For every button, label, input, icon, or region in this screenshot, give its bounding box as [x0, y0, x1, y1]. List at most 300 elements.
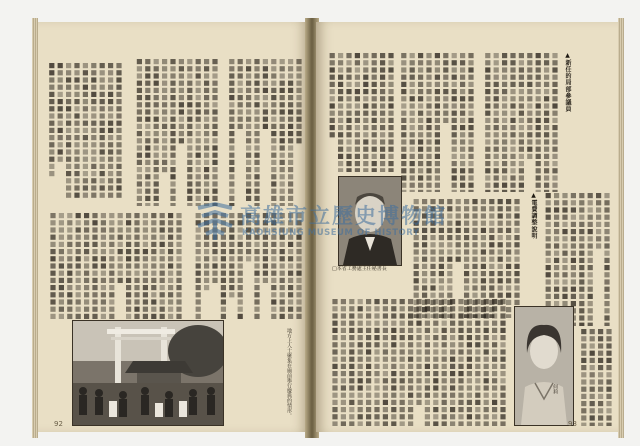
glyph-mark: [332, 407, 337, 412]
glyph-mark: [536, 168, 541, 173]
glyph-mark: [481, 285, 486, 290]
glyph-mark: [366, 321, 371, 326]
glyph-mark: [116, 92, 121, 97]
glyph-mark: [374, 349, 379, 354]
glyph-mark: [204, 256, 209, 261]
glyph-mark: [544, 82, 549, 87]
glyph-mark: [74, 193, 79, 198]
glyph-mark: [383, 342, 388, 347]
right-page-number: 93: [568, 420, 577, 428]
glyph-mark: [254, 160, 259, 165]
glyph-mark: [118, 227, 123, 232]
glyph-mark: [401, 111, 406, 116]
glyph-mark: [472, 221, 477, 226]
glyph-mark: [363, 103, 368, 108]
glyph-mark: [212, 73, 217, 78]
glyph-mark: [170, 109, 175, 114]
glyph-mark: [372, 67, 377, 72]
glyph-mark: [196, 189, 201, 194]
glyph-mark: [246, 145, 251, 150]
glyph-mark: [579, 200, 584, 205]
glyph-mark: [519, 154, 524, 159]
glyph-mark: [588, 251, 593, 256]
glyph-mark: [196, 167, 201, 172]
glyph-mark: [498, 235, 503, 240]
glyph-mark: [229, 181, 234, 186]
glyph-mark: [288, 292, 293, 297]
glyph-mark: [126, 292, 131, 297]
glyph-mark: [372, 103, 377, 108]
glyph-mark: [338, 89, 343, 94]
glyph-mark: [485, 154, 490, 159]
glyph-mark: [598, 401, 603, 406]
glyph-mark: [472, 278, 477, 283]
glyph-mark: [588, 222, 593, 227]
glyph-mark: [468, 161, 473, 166]
glyph-mark: [435, 183, 440, 188]
glyph-mark: [606, 336, 611, 341]
glyph-mark: [271, 307, 276, 312]
glyph-mark: [168, 285, 173, 290]
glyph-mark: [67, 307, 72, 312]
glyph-mark: [443, 118, 448, 123]
glyph-mark: [598, 387, 603, 392]
glyph-mark: [109, 249, 114, 254]
glyph-mark: [126, 307, 131, 312]
glyph-mark: [271, 299, 276, 304]
glyph-mark: [467, 342, 472, 347]
glyph-mark: [246, 88, 251, 93]
glyph-mark: [204, 102, 209, 107]
glyph-mark: [74, 185, 79, 190]
glyph-mark: [380, 53, 385, 58]
glyph-mark: [288, 174, 293, 179]
glyph-mark: [296, 263, 301, 268]
glyph-mark: [383, 306, 388, 311]
glyph-mark: [355, 168, 360, 172]
glyph-mark: [100, 157, 105, 162]
glyph-mark: [546, 215, 551, 220]
glyph-mark: [606, 387, 611, 392]
glyph-mark: [196, 66, 201, 71]
glyph-mark: [288, 117, 293, 122]
glyph-mark: [460, 147, 465, 152]
glyph-mark: [363, 168, 368, 172]
glyph-mark: [170, 66, 175, 71]
glyph-mark: [118, 271, 123, 276]
glyph-mark: [506, 285, 511, 290]
glyph-mark: [502, 118, 507, 123]
glyph-mark: [502, 67, 507, 72]
glyph-mark: [332, 421, 337, 426]
glyph-mark: [510, 175, 515, 180]
glyph-mark: [468, 118, 473, 123]
glyph-mark: [581, 408, 586, 413]
glyph-mark: [59, 227, 64, 232]
glyph-mark: [176, 285, 181, 290]
glyph-mark: [145, 109, 150, 114]
glyph-mark: [391, 414, 396, 419]
glyph-mark: [380, 75, 385, 80]
glyph-mark: [74, 178, 79, 183]
glyph-mark: [288, 314, 293, 319]
glyph-mark: [50, 249, 55, 254]
glyph-mark: [460, 89, 465, 94]
glyph-mark: [433, 385, 438, 390]
glyph-mark: [346, 75, 351, 80]
glyph-mark: [588, 279, 593, 284]
glyph-mark: [143, 227, 148, 232]
glyph-mark: [58, 106, 63, 111]
glyph-mark: [109, 263, 114, 268]
glyph-mark: [83, 185, 88, 190]
glyph-mark: [475, 407, 480, 412]
glyph-mark: [280, 117, 285, 122]
glyph-mark: [472, 199, 477, 204]
glyph-mark: [212, 138, 217, 143]
glyph-mark: [383, 335, 388, 340]
glyph-mark: [374, 328, 379, 333]
glyph-mark: [196, 145, 201, 150]
glyph-mark: [400, 393, 405, 398]
glyph-mark: [442, 299, 447, 304]
glyph-mark: [76, 235, 81, 240]
glyph-mark: [606, 329, 611, 334]
glyph-mark: [388, 75, 393, 80]
glyph-mark: [330, 103, 335, 108]
glyph-mark: [134, 249, 139, 254]
glyph-mark: [66, 178, 71, 183]
glyph-mark: [380, 60, 385, 65]
glyph-mark: [458, 321, 463, 326]
glyph-mark: [598, 423, 603, 426]
glyph-mark: [341, 357, 346, 362]
glyph-mark: [514, 257, 519, 262]
glyph-mark: [221, 278, 226, 283]
glyph-mark: [116, 63, 121, 68]
glyph-mark: [263, 256, 268, 261]
glyph-mark: [137, 196, 142, 201]
glyph-mark: [571, 279, 576, 284]
glyph-mark: [355, 82, 360, 87]
section-heading-2: ▲電費調整說明: [530, 192, 537, 240]
glyph-mark: [196, 278, 201, 283]
glyph-mark: [67, 278, 72, 283]
glyph-mark: [554, 222, 559, 227]
glyph-mark: [452, 82, 457, 87]
glyph-mark: [519, 89, 524, 94]
glyph-mark: [506, 249, 511, 254]
glyph-mark: [296, 109, 301, 114]
glyph-mark: [489, 271, 494, 276]
glyph-mark: [500, 371, 505, 376]
glyph-mark: [91, 63, 96, 68]
glyph-mark: [604, 315, 609, 320]
glyph-mark: [391, 407, 396, 412]
glyph-mark: [280, 167, 285, 172]
glyph-mark: [349, 385, 354, 390]
glyph-mark: [246, 160, 251, 165]
glyph-mark: [109, 235, 114, 240]
glyph-mark: [571, 200, 576, 205]
glyph-mark: [58, 92, 63, 97]
glyph-mark: [452, 89, 457, 94]
glyph-mark: [468, 147, 473, 152]
glyph-mark: [433, 357, 438, 362]
glyph-mark: [196, 138, 201, 143]
glyph-mark: [143, 285, 148, 290]
glyph-mark: [160, 263, 165, 268]
glyph-mark: [510, 103, 515, 108]
glyph-mark: [484, 299, 489, 304]
glyph-mark: [408, 364, 413, 369]
glyph-mark: [116, 157, 121, 162]
glyph-mark: [450, 371, 455, 376]
glyph-mark: [481, 213, 486, 218]
glyph-mark: [246, 109, 251, 114]
glyph-mark: [410, 53, 415, 58]
glyph-mark: [187, 109, 192, 114]
glyph-mark: [500, 414, 505, 419]
glyph-mark: [494, 190, 499, 192]
glyph-mark: [67, 227, 72, 232]
glyph-mark: [288, 167, 293, 172]
glyph-mark: [118, 213, 123, 218]
glyph-mark: [160, 292, 165, 297]
glyph-mark: [143, 242, 148, 247]
glyph-mark: [66, 142, 71, 147]
glyph-mark: [346, 118, 351, 123]
glyph-mark: [562, 243, 567, 248]
glyph-mark: [143, 235, 148, 240]
glyph-mark: [401, 82, 406, 87]
glyph-mark: [196, 124, 201, 129]
glyph-mark: [460, 183, 465, 188]
glyph-mark: [280, 131, 285, 136]
glyph-mark: [100, 128, 105, 133]
glyph-mark: [49, 99, 54, 104]
glyph-mark: [74, 92, 79, 97]
left-text-block-upper-c: [42, 62, 124, 200]
glyph-mark: [500, 421, 505, 426]
glyph-mark: [170, 167, 175, 172]
glyph-mark: [263, 109, 268, 114]
glyph-mark: [401, 161, 406, 166]
glyph-mark: [596, 229, 601, 234]
glyph-mark: [254, 102, 259, 107]
glyph-mark: [143, 249, 148, 254]
glyph-mark: [271, 131, 276, 136]
glyph-mark: [76, 299, 81, 304]
glyph-mark: [426, 168, 431, 173]
glyph-mark: [126, 227, 131, 232]
glyph-mark: [410, 89, 415, 94]
glyph-mark: [468, 154, 473, 159]
glyph-mark: [246, 131, 251, 136]
glyph-mark: [494, 89, 499, 94]
glyph-mark: [606, 372, 611, 377]
glyph-mark: [134, 242, 139, 247]
glyph-mark: [514, 235, 519, 240]
glyph-mark: [481, 235, 486, 240]
glyph-mark: [108, 92, 113, 97]
glyph-mark: [92, 213, 97, 218]
glyph-mark: [388, 118, 393, 123]
glyph-mark: [84, 220, 89, 225]
glyph-mark: [332, 306, 337, 311]
glyph-mark: [49, 128, 54, 133]
glyph-mark: [126, 242, 131, 247]
glyph-mark: [514, 199, 519, 204]
glyph-mark: [468, 82, 473, 87]
glyph-mark: [212, 117, 217, 122]
glyph-mark: [468, 132, 473, 137]
glyph-mark: [100, 164, 105, 169]
glyph-mark: [288, 88, 293, 93]
glyph-mark: [408, 378, 413, 383]
glyph-mark: [460, 53, 465, 58]
glyph-mark: [458, 328, 463, 333]
glyph-mark: [263, 271, 268, 276]
glyph-mark: [50, 299, 55, 304]
glyph-mark: [332, 364, 337, 369]
glyph-mark: [502, 89, 507, 94]
glyph-mark: [363, 125, 368, 130]
glyph-mark: [288, 263, 293, 268]
glyph-mark: [606, 379, 611, 384]
glyph-mark: [418, 154, 423, 159]
glyph-mark: [598, 379, 603, 384]
glyph-mark: [66, 113, 71, 118]
glyph-mark: [588, 315, 593, 320]
glyph-mark: [426, 125, 431, 130]
glyph-mark: [154, 66, 159, 71]
glyph-mark: [271, 145, 276, 150]
glyph-mark: [416, 349, 421, 354]
glyph-mark: [450, 385, 455, 390]
glyph-mark: [196, 292, 201, 297]
glyph-mark: [288, 153, 293, 158]
glyph-mark: [452, 190, 457, 192]
glyph-mark: [92, 285, 97, 290]
glyph-mark: [59, 256, 64, 261]
glyph-mark: [467, 400, 472, 405]
glyph-mark: [527, 82, 532, 87]
glyph-mark: [116, 113, 121, 118]
glyph-mark: [467, 393, 472, 398]
glyph-mark: [176, 213, 181, 218]
glyph-mark: [606, 401, 611, 406]
glyph-mark: [118, 235, 123, 240]
glyph-mark: [58, 70, 63, 75]
glyph-mark: [168, 292, 173, 297]
glyph-mark: [546, 207, 551, 212]
glyph-mark: [341, 421, 346, 426]
glyph-mark: [338, 60, 343, 65]
glyph-mark: [196, 117, 201, 122]
glyph-mark: [485, 67, 490, 72]
glyph-mark: [137, 109, 142, 114]
glyph-mark: [435, 82, 440, 87]
glyph-mark: [116, 164, 121, 169]
glyph-mark: [196, 181, 201, 186]
body-text-texture: [224, 58, 304, 206]
glyph-mark: [426, 161, 431, 166]
glyph-mark: [58, 128, 63, 133]
glyph-mark: [510, 75, 515, 80]
glyph-mark: [426, 132, 431, 137]
glyph-mark: [137, 81, 142, 86]
glyph-mark: [485, 147, 490, 152]
glyph-mark: [433, 393, 438, 398]
glyph-mark: [452, 175, 457, 180]
glyph-mark: [363, 75, 368, 80]
glyph-mark: [425, 321, 430, 326]
glyph-mark: [238, 314, 243, 319]
glyph-mark: [280, 292, 285, 297]
glyph-mark: [433, 400, 438, 405]
glyph-mark: [229, 292, 234, 297]
glyph-mark: [475, 321, 480, 326]
glyph-mark: [400, 378, 405, 383]
glyph-mark: [160, 314, 165, 319]
glyph-mark: [519, 190, 524, 192]
glyph-mark: [145, 102, 150, 107]
glyph-mark: [388, 125, 393, 130]
glyph-mark: [536, 125, 541, 130]
glyph-mark: [552, 82, 557, 87]
glyph-mark: [91, 164, 96, 169]
glyph-mark: [596, 193, 601, 198]
glyph-mark: [137, 181, 142, 186]
glyph-mark: [346, 111, 351, 116]
glyph-mark: [435, 175, 440, 180]
glyph-mark: [416, 393, 421, 398]
glyph-mark: [467, 306, 472, 311]
glyph-mark: [160, 307, 165, 312]
glyph-mark: [145, 73, 150, 78]
glyph-mark: [604, 294, 609, 299]
glyph-mark: [349, 321, 354, 326]
glyph-mark: [212, 174, 217, 179]
glyph-mark: [154, 196, 159, 201]
glyph-mark: [118, 263, 123, 268]
glyph-mark: [579, 236, 584, 241]
glyph-mark: [485, 118, 490, 123]
glyph-mark: [170, 160, 175, 165]
glyph-mark: [544, 183, 549, 188]
glyph-mark: [458, 349, 463, 354]
glyph-mark: [288, 131, 293, 136]
glyph-mark: [154, 160, 159, 165]
glyph-mark: [204, 124, 209, 129]
glyph-mark: [143, 271, 148, 276]
glyph-mark: [391, 421, 396, 426]
glyph-mark: [355, 96, 360, 101]
glyph-mark: [492, 335, 497, 340]
glyph-mark: [50, 307, 55, 312]
glyph-mark: [355, 53, 360, 58]
glyph-mark: [492, 414, 497, 419]
glyph-mark: [176, 307, 181, 312]
glyph-mark: [604, 272, 609, 277]
glyph-mark: [83, 157, 88, 162]
glyph-mark: [604, 222, 609, 227]
glyph-mark: [544, 147, 549, 152]
glyph-mark: [590, 408, 595, 413]
glyph-mark: [380, 67, 385, 72]
glyph-mark: [374, 400, 379, 405]
